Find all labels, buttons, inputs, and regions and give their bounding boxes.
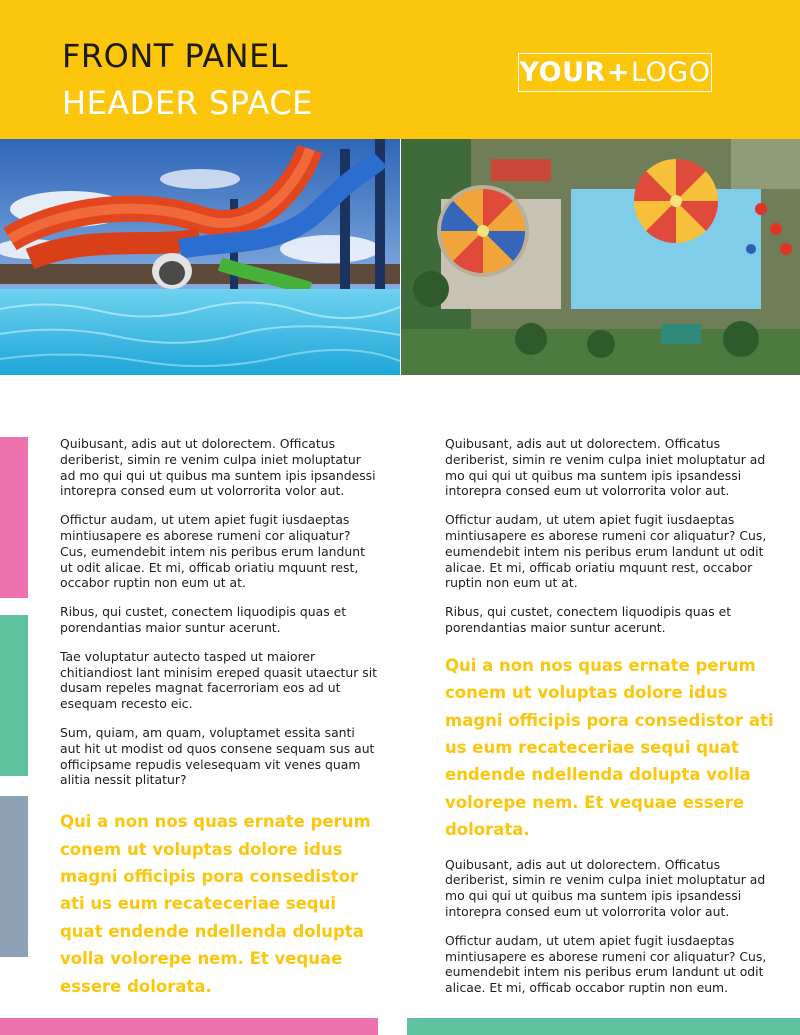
header-title-line-2: HEADER SPACE [62,84,313,122]
left-paragraph-2: Offictur audam, ut utem apiet fugit iusdaeptas mintiusapere es aborese rumeni cor aliquatur? Cus, eumendebit intem nis peribus erum landunt ut odit alicae. Et mi, officab oriatiu mquunt rest, occabor ruptin non eum ut at. [60,512,365,591]
logo-plus: + [606,57,630,88]
left-paragraph-1: Quibusant, adis aut ut dolorectem. Officatus deriberist, simin re venim culpa iniet moluptatur ad mo qui qui ut quibus ma suntem ipis ipsandessi intorepra consed eum ut volorrorita volor aut. [60,436,376,499]
header-title-line-1: FRONT PANEL [62,37,289,75]
right-paragraph-2: Offictur audam, ut utem apiet fugit iusdaeptas mintiusapere es aborese rumeni cor aliquatur? Cus, eumendebit intem nis peribus erum landunt ut odit alicae. Et mi, officab oriatiu mquunt rest, occabor ruptin non eum ut at. [445,512,767,591]
left-pull-quote: Qui a non nos quas ernate perum conem ut voluptas dolore idus magni officipis pora consedistor ati us eum recateceriae sequi quat endende ndellenda dolupta volla volorepe nem. Et vequae essere dolorata. [60,812,371,996]
logo-placeholder [518,53,712,92]
footer-bar-pink [0,1018,378,1035]
right-text-column [445,436,775,1009]
header-band [0,0,800,139]
footer-bar-teal [407,1018,800,1035]
right-paragraph-5: Offictur audam, ut utem apiet fugit iusdaeptas mintiusapere es aborese rumeni cor aliquatur? Cus, eumendebit intem nis peribus erum landunt ut odit alicae. Et mi, officab occabor ruptin non eum. [445,932,767,996]
amusement-park-aerial-photo [401,139,800,375]
logo-text-logo: LOGO [630,57,711,88]
left-paragraph-4: Tae voluptatur autecto tasped ut maiorer chitiandiost lant minisim ereped quasit utaectur sit dusam repeles magnat facerroriam eos ad ut esequam recesto eic. [60,648,378,712]
accent-bar-pink [0,437,28,598]
right-paragraph-4: Quibusant, adis aut ut dolorectem. Officatus deriberist, simin re venim culpa iniet moluptatur ad mo qui qui ut quibus ma suntem ipis ipsandessi intorepra consed eum ut volorrorita volor aut. [445,856,766,919]
right-paragraph-3: Ribus, qui custet, conectem liquodipis quas et porendantias maior suntur acerunt. [445,604,732,635]
accent-bar-teal [0,615,28,776]
accent-bar-slate [0,796,28,957]
water-slide-photo [0,139,400,375]
logo-text-your: YOUR [519,57,606,88]
left-paragraph-5: Sum, quiam, am quam, voluptamet essita santi aut hit ut modist od quos consene sequam sus aut officipsame repudis velesequam vit venes quam alitia nessit plitatur? [60,724,375,788]
right-pull-quote: Qui a non nos quas ernate perum conem ut voluptas dolore idus magni officipis pora consedistor ati us eum recateceriae sequi quat endende ndellenda dolupta volla volorepe nem. Et vequae essere dolorata. [445,655,774,840]
left-text-column [60,436,378,1013]
right-paragraph-1: Quibusant, adis aut ut dolorectem. Officatus deriberist, simin re venim culpa iniet moluptatur ad mo qui qui ut quibus ma suntem ipis ipsandessi intorepra consed eum ut volorrorita volor aut. [445,436,766,499]
left-paragraph-3: Ribus, qui custet, conectem liquodipis quas et porendantias maior suntur acerunt. [60,604,347,635]
